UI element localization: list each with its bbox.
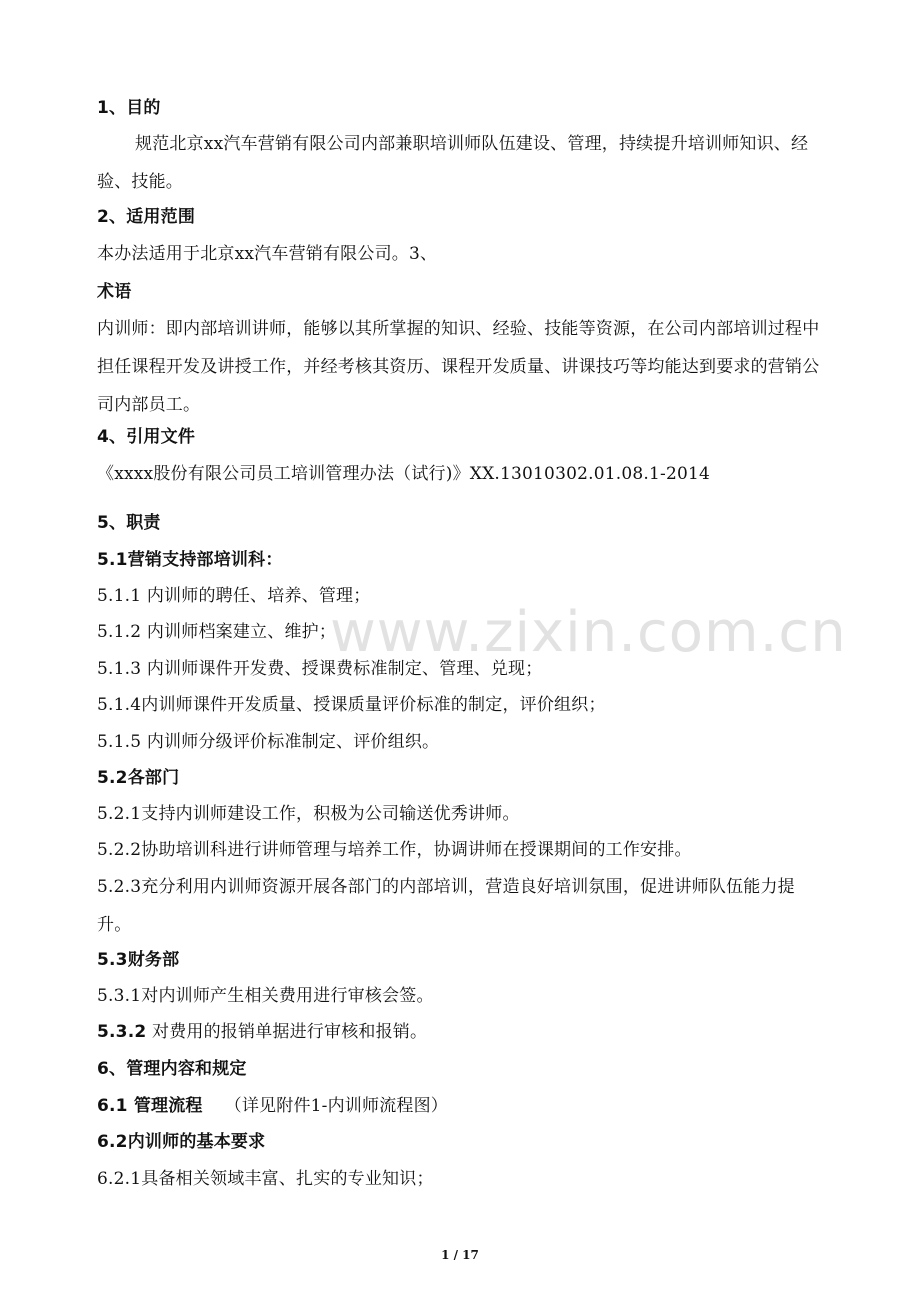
page-number: 1 / 17 — [441, 1248, 479, 1262]
list-item: 5.2.1支持内训师建设工作，积极为公司输送优秀讲师。 — [97, 804, 520, 824]
section-4-paragraph: 《xxxx股份有限公司员工培训管理办法（试行)》XX.13010302.01.08.1-2014 — [97, 464, 711, 484]
item-text: 对费用的报销单据进行审核和报销。 — [146, 1022, 428, 1042]
list-item: 5.2.3充分利用内训师资源开展各部门的内部培训，营造良好培训氛围，促进讲师队伍能力提升。 — [97, 877, 795, 935]
section-2-paragraph: 本办法适用于北京xx汽车营销有限公司。3、 — [97, 244, 438, 264]
list-item: 5.1.4内训师课件开发质量、授课质量评价标准的制定，评价组织； — [97, 695, 606, 715]
section-3-heading: 术语 — [97, 282, 132, 302]
section-1-heading: 1、目的 — [97, 98, 161, 118]
list-item: 5.3.1对内训师产生相关费用进行审核会签。 — [97, 986, 434, 1006]
list-item: 5.1.3 内训师课件开发费、授课费标准制定、管理、兑现； — [97, 659, 543, 679]
list-item — [97, 1020, 427, 1044]
section-4-heading: 4、引用文件 — [97, 427, 196, 447]
list-item: 5.1.2 内训师档案建立、维护； — [97, 622, 337, 642]
section-5-heading: 5、职责 — [97, 513, 161, 533]
list-item: 5.2.2协助培训科进行讲师管理与培养工作，协调讲师在授课期间的工作安排。 — [97, 840, 692, 860]
section-5-2-heading: 5.2各部门 — [97, 768, 180, 788]
list-item: 5.1.5 内训师分级评价标准制定、评价组织。 — [97, 732, 440, 752]
item-number: 5.3.2 — [97, 1022, 147, 1042]
section-5-3-heading: 5.3财务部 — [97, 950, 180, 970]
section-6-1-note: （详见附件1-内训师流程图） — [224, 1096, 449, 1116]
section-2-heading: 2、适用范围 — [97, 207, 196, 227]
section-3-paragraph: 内训师：即内部培训讲师，能够以其所掌握的知识、经验、技能等资源，在公司内部培训过程中担任课程开发及讲授工作，并经考核其资历、课程开发质量、讲课技巧等均能达到要求的营销公司内部员工。 — [97, 319, 820, 415]
section-1-paragraph: 规范北京xx汽车营销有限公司内部兼职培训师队伍建设、管理，持续提升培训师知识、经验、技能。 — [97, 134, 809, 192]
section-6-1-heading: 6.1 管理流程 — [97, 1096, 203, 1116]
list-item: 5.1.1 内训师的聘任、培养、管理； — [97, 586, 371, 606]
section-6-heading: 6、管理内容和规定 — [97, 1059, 247, 1079]
section-6-1-line — [97, 1094, 448, 1118]
section-6-2-heading: 6.2内训师的基本要求 — [97, 1132, 266, 1152]
list-item: 6.2.1具备相关领域丰富、扎实的专业知识； — [97, 1169, 434, 1189]
section-5-1-heading: 5.1营销支持部培训科： — [97, 550, 283, 570]
watermark: www.zixin.com.cn — [330, 600, 847, 665]
